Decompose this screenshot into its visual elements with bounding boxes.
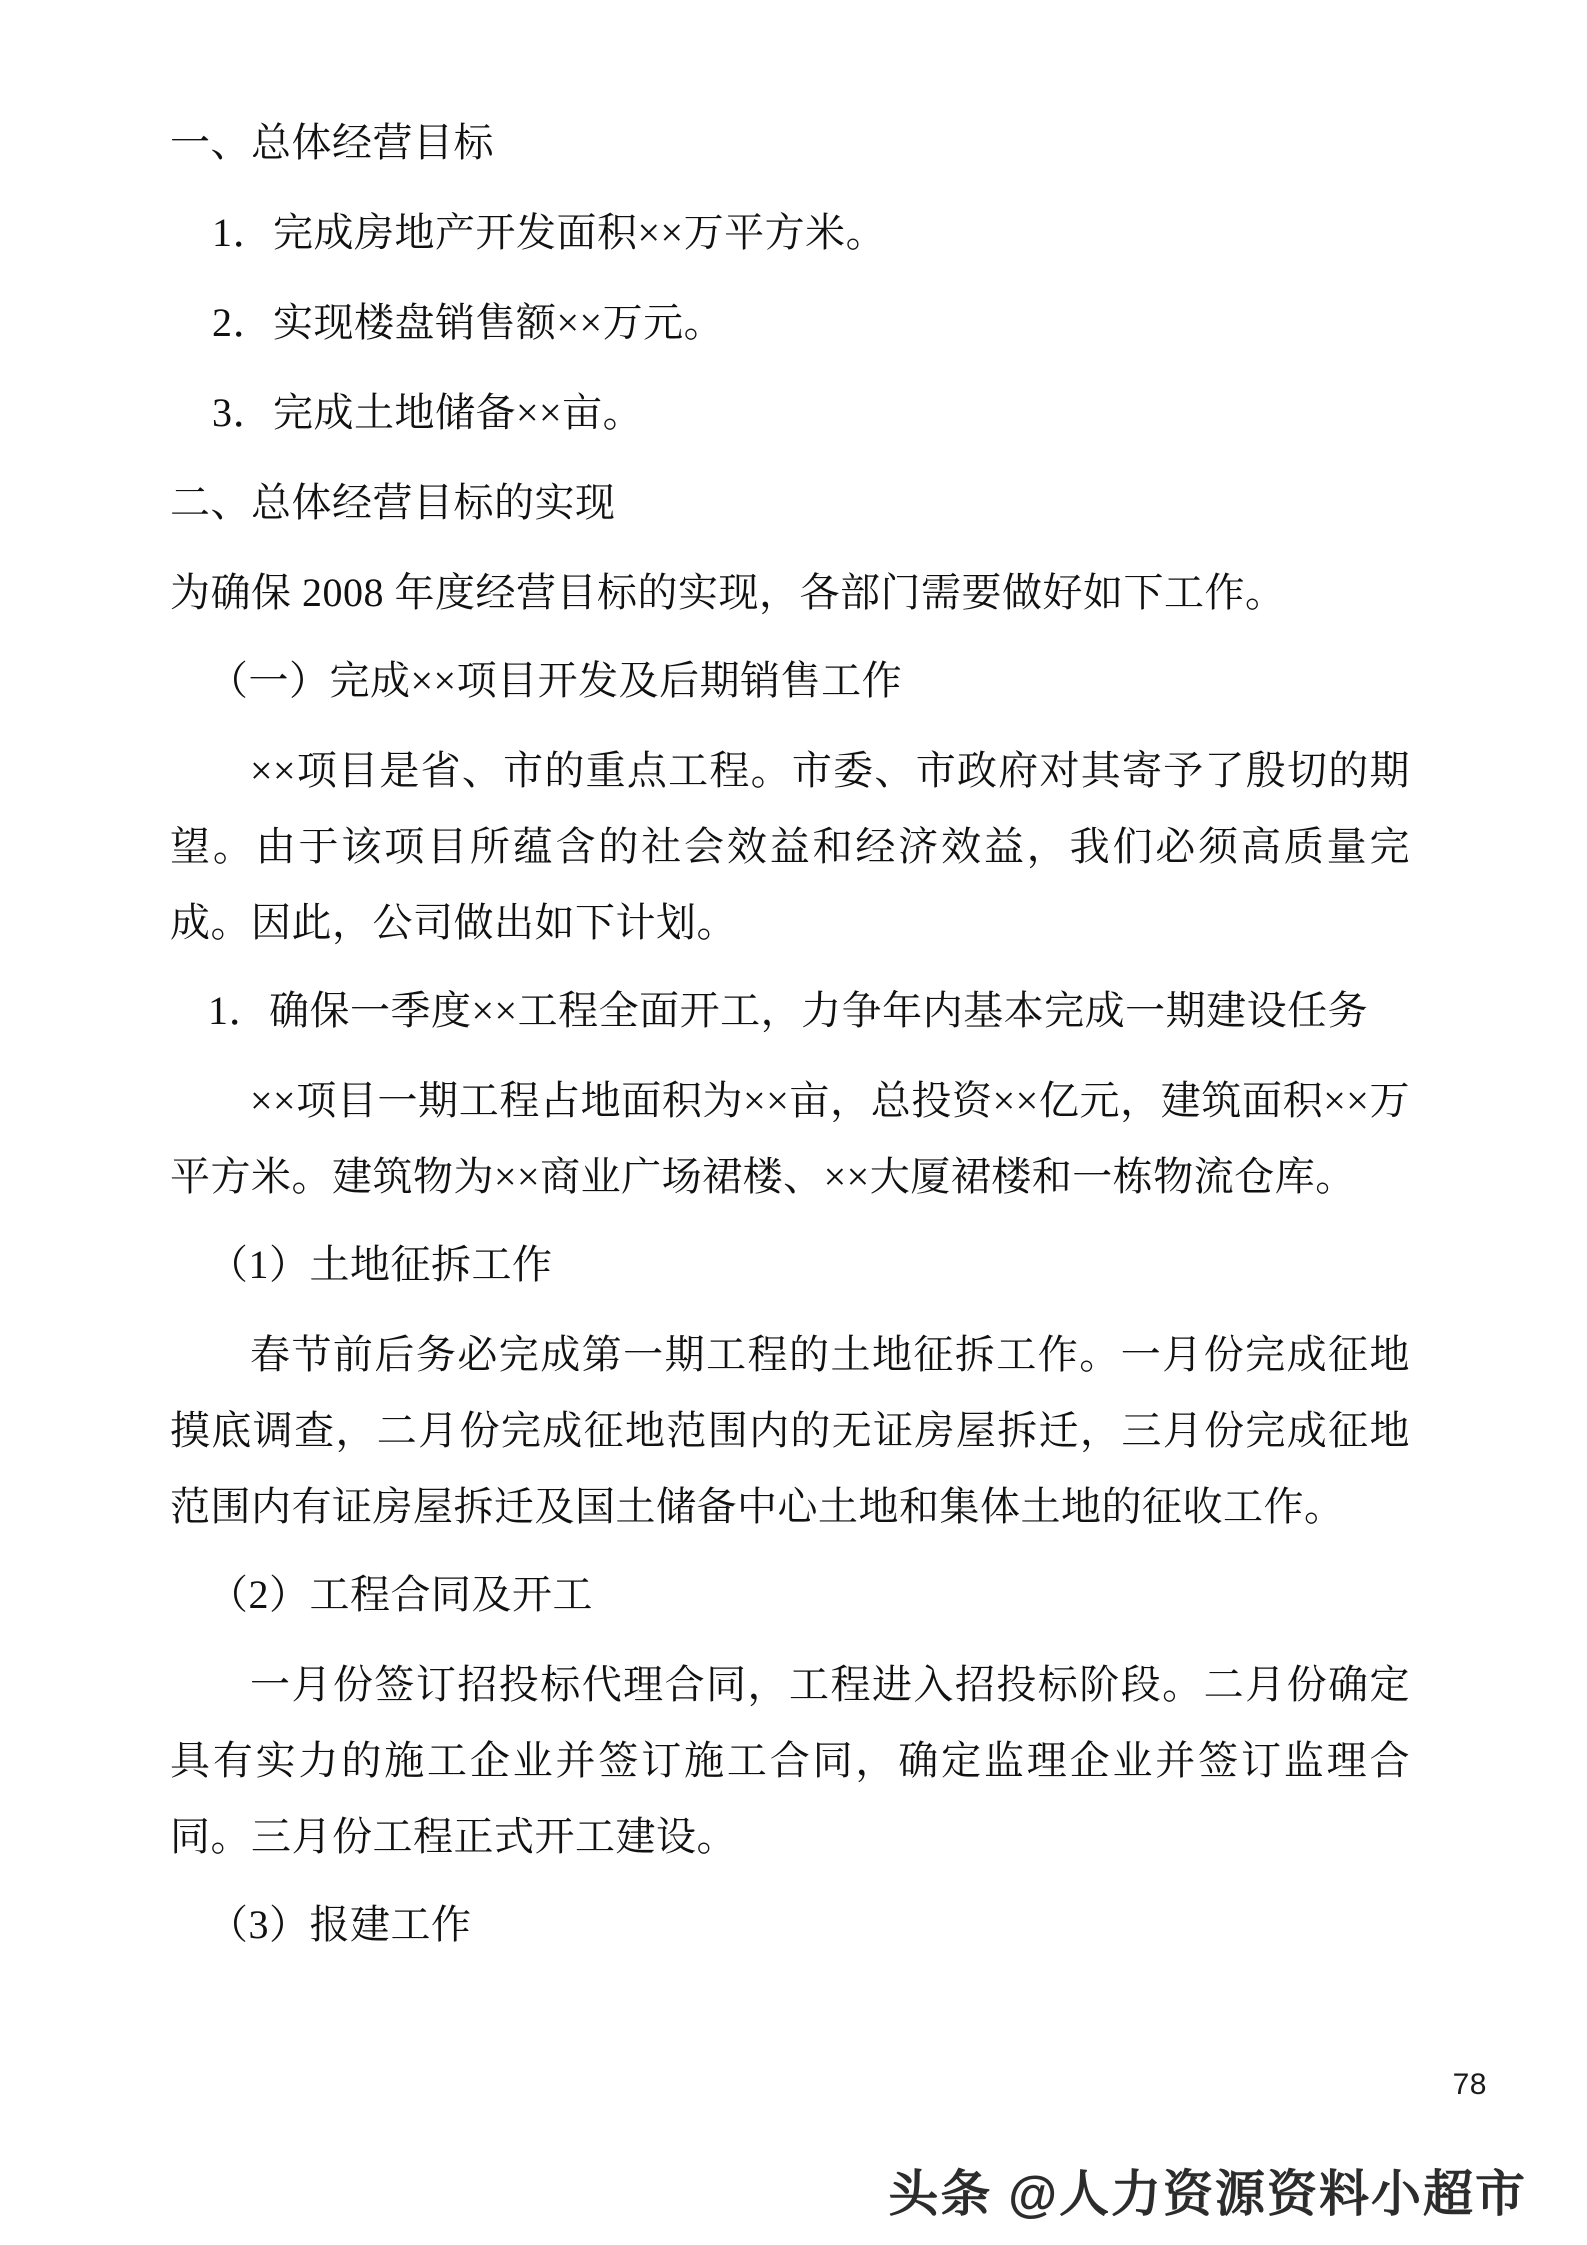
goal-item-3: 3．完成土地储备××亩。	[212, 390, 644, 435]
item-heading-first-quarter-construction: 1．确保一季度××工程全面开工，力争年内基本完成一期建设任务	[208, 988, 1369, 1033]
intro-paragraph: 为确保 2008 年度经营目标的实现，各部门需要做好如下工作。	[170, 570, 1286, 615]
phase-one-details-paragraph: ××项目一期工程占地面积为××亩，总投资××亿元，建筑面积××万平方米。建筑物为××商业广场裙楼、××大厦裙楼和一栋物流仓库。	[170, 1078, 1410, 1199]
section-heading-overall-goals: 一、总体经营目标	[170, 120, 494, 165]
page-number: 78	[1452, 2068, 1487, 2101]
subitem-heading-permit-application: （3）报建工作	[208, 1902, 472, 1947]
subitem-heading-contract-and-start: （2）工程合同及开工	[208, 1572, 593, 1617]
land-acquisition-paragraph: 春节前后务必完成第一期工程的土地征拆工作。一月份完成征地摸底调查，二月份完成征地范围内的无证房屋拆迁，三月份完成征地范围内有证房屋拆迁及国土储备中心土地和集体土地的征收工作。	[170, 1332, 1410, 1529]
subsection-heading-project-development: （一）完成××项目开发及后期销售工作	[208, 658, 903, 703]
goal-item-2: 2．实现楼盘销售额××万元。	[212, 300, 725, 345]
document-body	[170, 105, 1410, 1977]
project-overview-paragraph: ××项目是省、市的重点工程。市委、市政府对其寄予了殷切的期望。由于该项目所蕴含的社会效益和经济效益，我们必须高质量完成。因此，公司做出如下计划。	[170, 748, 1410, 945]
section-heading-goal-realization: 二、总体经营目标的实现	[170, 480, 616, 525]
footer-watermark: 头条 @人力资源资料小超市	[888, 2166, 1527, 2222]
contract-and-start-paragraph: 一月份签订招投标代理合同，工程进入招投标阶段。二月份确定具有实力的施工企业并签订施工合同，确定监理企业并签订监理合同。三月份工程正式开工建设。	[170, 1662, 1410, 1859]
subitem-heading-land-acquisition: （1）土地征拆工作	[208, 1242, 553, 1287]
goal-item-1: 1．完成房地产开发面积××万平方米。	[212, 210, 887, 255]
